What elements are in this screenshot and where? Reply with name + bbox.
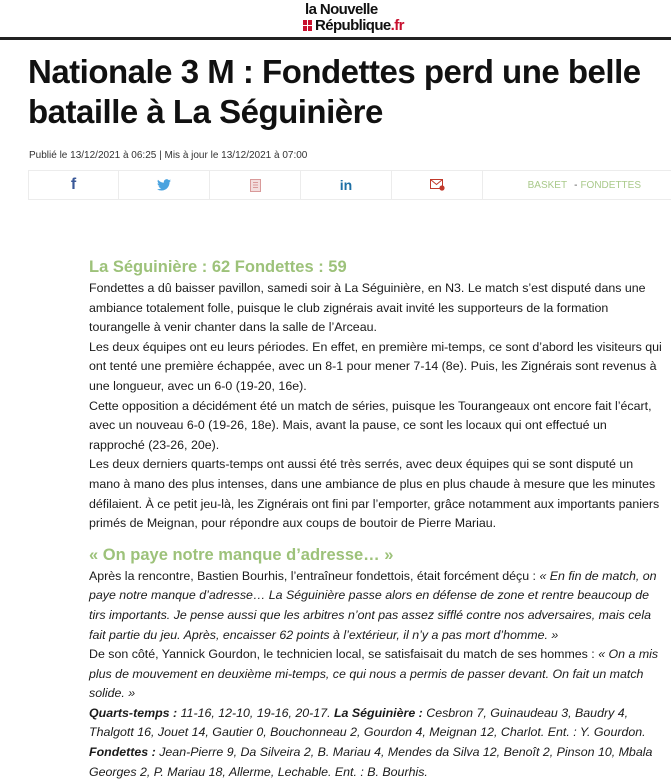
logo-line-2: [303, 17, 404, 34]
quote-subhead: « On paye notre manque d’adresse… »: [89, 545, 394, 564]
away-team-scorers: Jean-Pierre 9, Da Silveira 2, B. Mariau 4, Mendes da Silva 12, Benoît 2, Pinson 10, Mbala Georges 2, P. Mariau 18, Allerme, Lechable. Ent. : B. Bourhis.: [89, 745, 653, 779]
article-body: [89, 256, 664, 782]
paragraph: Les deux équipes ont eu leurs périodes. En effet, en première mi-temps, ce sont d’abord les visiteurs qui ont tenté une première échappée, avec un 8-1 pour mener 7-14 (8e). Puis, les Zignérais sont revenus à une longueur, avec un 6-0 (19-20, 16e).: [89, 339, 662, 393]
print-icon: [250, 179, 261, 192]
stats-paragraph: [89, 743, 664, 782]
score-subhead: La Séguinière : 62 Fondettes : 59: [89, 258, 347, 276]
share-twitter-button[interactable]: [119, 171, 210, 199]
logo-line-1: la Nouvelle: [305, 1, 378, 18]
quote-lead: De son côté, Yannick Gourdon, le technicien local, se satisfaisait du match de ses hommes :: [89, 647, 599, 662]
quote-lead: Après la rencontre, Bastien Bourhis, l’entraîneur fondettois, était forcément déçu :: [89, 568, 540, 583]
coach-quote-paragraph: [89, 567, 664, 645]
paragraph: Cette opposition a décidément été un match de séries, puisque les Tourangeaux ont encore fait l’écart, avec un nouveau 6-0 (19-26, 18e). Mais, avant la pause, ce sont les locaux qui ont effectué un rapproché (23-26, 20e).: [89, 398, 652, 452]
email-icon: [430, 179, 445, 191]
quarters-value: 11-16, 12-10, 19-16, 20-17.: [177, 705, 334, 720]
article-dateline: Publié le 13/12/2021 à 06:25 | Mis à jour le 13/12/2021 à 07:00: [29, 150, 308, 161]
paragraph: Les deux derniers quarts-temps ont aussi été très serrés, avec deux équipes qui se sont disputé un mano à mano des plus intenses, dans une ambiance de plus en plus chaude à mesure que les minutes défilaient. À ce petit jeu-là, les Zignérais ont fini par l’emporter, grâce notamment aux importants paniers primés de Meignan, pour répondre aux coups de boutoir de Pierre Mariau.: [89, 457, 660, 531]
home-team-label: La Séguinière :: [333, 705, 423, 720]
article-title: Nationale 3 M : Fondettes perd une belle bataille à La Séguinière: [28, 53, 641, 130]
share-bar: [28, 170, 671, 200]
share-linkedin-button[interactable]: [301, 171, 392, 199]
quote-text: « En fin de match, on paye notre manque d’adresse… La Séguinière passe alors en défense de zone et rentre beaucoup de tirs importants. Je pense aussi que les arbitres n’ont pas assez sifflé contre nos adversaires, mais cela fait partie du jeu. Après, encaisser 62 points à l’extérieur, il n’y a pas mort d’homme. »: [89, 568, 657, 642]
logo-mark-icon: [303, 20, 312, 31]
coach-quote-paragraph: [89, 645, 664, 704]
site-logo[interactable]: [303, 2, 433, 36]
masthead-rule: [0, 37, 671, 40]
tag-separator: -: [574, 179, 578, 191]
tag-fondettes[interactable]: FONDETTES: [580, 179, 641, 191]
logo-suffix: .fr: [390, 17, 404, 34]
quote-text: « On a mis plus de mouvement en deuxième mi-temps, ce qui nous a permis de passer devant. On fait un match solide. »: [89, 647, 659, 701]
tag-basket[interactable]: BASKET: [527, 179, 568, 191]
facebook-icon: f: [70, 176, 77, 193]
away-team-label: Fondettes :: [89, 745, 156, 760]
share-facebook-button[interactable]: [28, 171, 119, 199]
share-email-button[interactable]: [392, 171, 483, 199]
twitter-icon: [157, 179, 171, 191]
quarters-label: Quarts-temps :: [89, 705, 178, 720]
home-team-scorers: Cesbron 7, Guinaudeau 3, Baudry 4, Thalgott 16, Jouet 14, Gautier 0, Bouchonneau 2, Gourdon 4, Meignan 12, Charlot. Ent. : Y. Gourdon.: [89, 705, 646, 740]
masthead: [0, 0, 671, 40]
paragraph: Fondettes a dû baisser pavillon, samedi soir à La Séguinière, en N3. Le match s’est disputé dans une ambiance totalement folle, puisque le club zignérais avait invité les supporteurs de la formation tourangelle à venir chanter dans la salle de l’Arceau.: [89, 281, 646, 335]
stats-paragraph: [89, 704, 664, 743]
logo-name: République: [315, 17, 391, 34]
linkedin-icon: in: [339, 177, 353, 193]
print-button[interactable]: [210, 171, 301, 199]
article-tags: [483, 171, 671, 199]
